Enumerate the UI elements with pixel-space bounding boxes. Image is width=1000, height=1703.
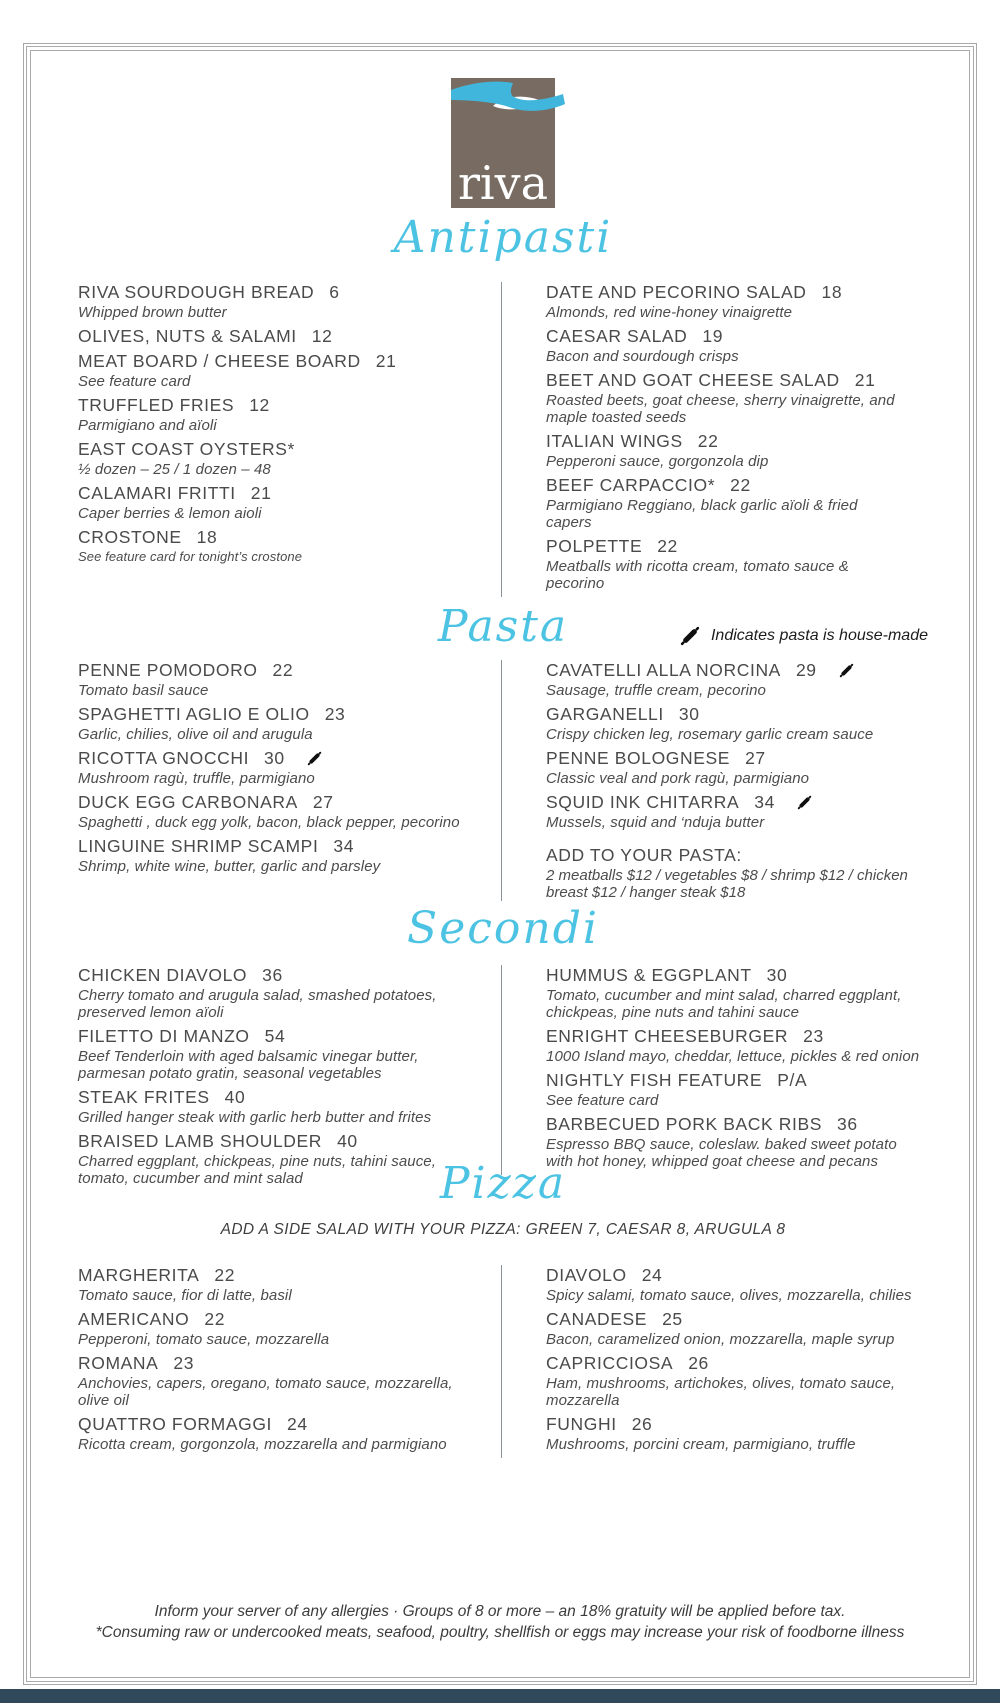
section-title-secondi: Secondi (407, 903, 599, 955)
item-price: 34 (754, 792, 775, 813)
item-name: FILETTO DI MANZO (78, 1025, 250, 1046)
item-price: 22 (657, 535, 678, 556)
item-price: 36 (262, 964, 283, 985)
item-price: 34 (333, 836, 355, 857)
item-name: DATE AND PECORINO SALAD (546, 281, 807, 302)
menu-item (78, 395, 491, 434)
section-title-pasta: Pasta (437, 600, 569, 652)
item-name: OLIVES, NUTS & SALAMI (78, 325, 297, 346)
item-price: 18 (821, 281, 843, 302)
item-price: 30 (678, 704, 700, 725)
footer-disclaimer-line: *Consuming raw or undercooked meats, seafood, poultry, shellfish or eggs may increase your risk of foodborne illness (95, 1624, 905, 1641)
item-description: Mushroom ragù, truffle, parmigiano (78, 770, 315, 788)
item-description: Spaghetti , duck egg yolk, bacon, black pepper, pecorino (78, 814, 460, 832)
item-description: Sausage, truffle cream, pecorino (546, 682, 766, 700)
item-description: Mushrooms, porcini cream, parmigiano, truffle (546, 1436, 856, 1454)
item-name: CAESAR SALAD (546, 325, 688, 346)
item-name: QUATTRO FORMAGGI (78, 1414, 272, 1435)
item-description: See feature card for tonight’s crostone (78, 548, 303, 564)
item-description: Caper berries & lemon aioli (78, 504, 262, 522)
item-price: 24 (641, 1265, 663, 1286)
section-title-antipasti: Antipasti (393, 212, 613, 263)
pizza-side-salad-note: ADD A SIDE SALAD WITH YOUR PIZZA: GREEN 7, CAESAR 8, ARUGULA 8 (220, 1221, 786, 1239)
item-description: Grilled hanger steak with garlic herb butter and frites (78, 1108, 432, 1126)
menu-item (78, 1265, 491, 1304)
pasta-addon-block (546, 845, 928, 901)
item-price: 29 (795, 660, 817, 681)
item-name: CHICKEN DIAVOLO (78, 964, 248, 985)
menu-item (78, 483, 491, 522)
menu-item (78, 660, 491, 699)
antipasti-right-column (501, 282, 928, 597)
item-price: 40 (224, 1086, 246, 1107)
item-price: 36 (837, 1113, 858, 1134)
item-description: Pepperoni, tomato sauce, mozzarella (78, 1331, 330, 1349)
item-price: 22 (214, 1265, 236, 1286)
menu-item (78, 1026, 491, 1082)
footer-allergy-line: Inform your server of any allergies · Groups of 8 or more – an 18% gratuity will be applied before tax. (154, 1603, 846, 1620)
pasta-right-column (501, 660, 928, 901)
item-price: 24 (287, 1414, 308, 1435)
item-description: Espresso BBQ sauce, coleslaw. baked sweet potato with hot honey, whipped goat cheese and pecans (546, 1135, 897, 1170)
item-name: ROMANA (78, 1353, 159, 1374)
item-price: 21 (854, 369, 876, 390)
item-description: Classic veal and pork ragù, parmigiano (546, 770, 810, 788)
item-description: 1000 Island mayo, cheddar, lettuce, pickles & red onion (546, 1047, 920, 1065)
pizza-right-column (501, 1265, 928, 1458)
menu-item (546, 431, 928, 470)
item-price: 26 (631, 1414, 653, 1435)
menu-item (78, 1353, 491, 1409)
menu-item (546, 704, 928, 743)
menu-item (78, 1087, 491, 1126)
item-description: See feature card (78, 372, 191, 390)
menu-item (78, 1309, 491, 1348)
menu-item (546, 965, 928, 1021)
menu-content (78, 50, 928, 1458)
item-name: HUMMUS & EGGPLANT (546, 964, 752, 985)
item-description: Tomato, cucumber and mint salad, charred eggplant, chickpeas, pine nuts and tahini sauce (546, 986, 902, 1021)
item-description: Ricotta cream, gorgonzola, mozzarella and parmigiano (78, 1436, 447, 1454)
item-name: POLPETTE (546, 535, 643, 556)
item-name: BARBECUED PORK BACK RIBS (546, 1113, 822, 1134)
item-description: Cherry tomato and arugula salad, smashed potatoes, preserved lemon aïoli (78, 986, 437, 1021)
menu-item (78, 439, 491, 478)
item-name: GARGANELLI (546, 704, 664, 725)
item-name: ITALIAN WINGS (546, 430, 683, 451)
menu-item (78, 527, 491, 564)
rolling-pin-icon (795, 793, 814, 812)
item-price: 19 (702, 325, 724, 346)
item-description: Anchovies, capers, oregano, tomato sauce, mozzarella, olive oil (78, 1375, 453, 1410)
menu-item (546, 1026, 928, 1065)
item-name: RIVA SOURDOUGH BREAD (78, 281, 315, 302)
item-name: MEAT BOARD / CHEESE BOARD (78, 350, 361, 371)
antipasti-columns (78, 282, 928, 597)
menu-item (546, 475, 928, 531)
pizza-columns (78, 1265, 928, 1458)
menu-item (78, 351, 491, 390)
item-price: 22 (697, 430, 719, 451)
item-price: 23 (173, 1353, 195, 1374)
rolling-pin-icon (837, 661, 856, 680)
menu-item (78, 282, 491, 321)
riva-logo (451, 78, 555, 208)
item-price: 54 (264, 1025, 286, 1046)
logo-box (451, 78, 555, 208)
item-description: Mussels, squid and ‘nduja butter (546, 814, 765, 832)
menu-item (78, 704, 491, 743)
item-description: Bacon, caramelized onion, mozzarella, maple syrup (546, 1331, 895, 1349)
menu-item (546, 1309, 928, 1348)
item-description: Spicy salami, tomato sauce, olives, mozzarella, chilies (546, 1287, 912, 1305)
item-name: DUCK EGG CARBONARA (78, 792, 298, 813)
item-name: SPAGHETTI AGLIO E OLIO (78, 704, 310, 725)
item-price: 12 (249, 394, 270, 415)
menu-item (546, 536, 928, 592)
item-description: Charred eggplant, chickpeas, pine nuts, tahini sauce, tomato, cucumber and mint salad (78, 1152, 437, 1187)
item-description: Pepperoni sauce, gorgonzola dip (546, 452, 769, 470)
item-price: 22 (730, 474, 751, 495)
item-description: Roasted beets, goat cheese, sherry vinaigrette, and maple toasted seeds (546, 391, 895, 426)
item-description: Bacon and sourdough crisps (546, 347, 739, 365)
item-name: STEAK FRITES (78, 1086, 210, 1107)
secondi-right-column (501, 965, 928, 1175)
menu-item (546, 1353, 928, 1409)
item-price: 21 (375, 350, 397, 371)
rolling-pin-icon (677, 623, 703, 649)
pizza-left-column (78, 1265, 501, 1458)
item-name: MARGHERITA (78, 1265, 200, 1286)
item-name: CAPRICCIOSA (546, 1353, 674, 1374)
menu-item (546, 282, 928, 321)
footer (0, 1601, 1000, 1643)
item-price: 21 (250, 482, 272, 503)
antipasti-left-column (78, 282, 501, 569)
section-title-pizza: Pizza (439, 1157, 567, 1209)
menu-item (78, 1414, 491, 1453)
menu-item (546, 370, 928, 426)
item-price: 40 (337, 1130, 358, 1151)
item-name: LINGUINE SHRIMP SCAMPI (78, 836, 319, 857)
wave-icon (451, 80, 571, 118)
item-price: 22 (272, 660, 294, 681)
item-price: 30 (264, 748, 285, 769)
item-name: CROSTONE (78, 526, 182, 547)
menu-item (546, 660, 928, 699)
item-price: 23 (324, 704, 346, 725)
item-price: 23 (803, 1025, 824, 1046)
pasta-left-column (78, 660, 501, 880)
item-description: Beef Tenderloin with aged balsamic vinegar butter, parmesan potato gratin, seasonal vegetables (78, 1047, 419, 1082)
menu-item (78, 836, 491, 875)
addon-title: ADD TO YOUR PASTA: (546, 845, 742, 866)
item-description: Garlic, chilies, olive oil and arugula (78, 726, 313, 744)
item-price: 30 (766, 964, 788, 985)
menu-item (546, 326, 928, 365)
secondi-left-column (78, 965, 501, 1192)
item-name: PENNE BOLOGNESE (546, 748, 731, 769)
item-name: CAVATELLI ALLA NORCINA (546, 660, 781, 681)
item-price: 25 (662, 1309, 683, 1330)
item-description: Almonds, red wine-honey vinaigrette (546, 303, 793, 321)
item-price: 22 (204, 1309, 226, 1330)
item-name: CANADESE (546, 1309, 648, 1330)
bottom-accent-bar (0, 1689, 1000, 1703)
item-name: PENNE POMODORO (78, 660, 258, 681)
item-price: P/A (777, 1069, 808, 1090)
item-description: Tomato sauce, fior di latte, basil (78, 1287, 292, 1305)
addon-description: 2 meatballs $12 / vegetables $8 / shrimp $12 / chicken breast $12 / hanger steak $18 (546, 867, 908, 902)
item-name: NIGHTLY FISH FEATURE (546, 1069, 763, 1090)
item-name: DIAVOLO (546, 1265, 627, 1286)
house-made-note-text: Indicates pasta is house-made (710, 626, 928, 644)
item-name: ENRIGHT CHEESEBURGER (546, 1025, 789, 1046)
item-price: 27 (745, 748, 766, 769)
rolling-pin-icon (305, 749, 324, 768)
item-name: TRUFFLED FRIES (78, 394, 235, 415)
item-description: Parmigiano Reggiano, black garlic aïoli & fried capers (546, 496, 858, 531)
item-name: RICOTTA GNOCCHI (78, 748, 250, 769)
item-name: BEEF CARPACCIO* (546, 474, 716, 495)
item-name: BRAISED LAMB SHOULDER (78, 1130, 323, 1151)
menu-item (78, 326, 491, 346)
logo-text: riva (457, 156, 549, 210)
menu-item (546, 1265, 928, 1304)
item-description: Ham, mushrooms, artichokes, olives, tomato sauce, mozzarella (546, 1375, 896, 1410)
item-name: AMERICANO (78, 1309, 190, 1330)
item-description: Crispy chicken leg, rosemary garlic cream sauce (546, 726, 874, 744)
item-description: ½ dozen – 25 / 1 dozen – 48 (78, 460, 271, 478)
item-price: 27 (312, 792, 334, 813)
item-price: 26 (688, 1353, 709, 1374)
item-name: BEET AND GOAT CHEESE SALAD (546, 369, 840, 390)
menu-item (546, 748, 928, 787)
item-price: 18 (196, 526, 218, 547)
menu-item (546, 1070, 928, 1109)
menu-item (78, 792, 491, 831)
house-made-note (657, 623, 928, 649)
item-description: Parmigiano and aïoli (78, 416, 217, 434)
pasta-columns (78, 660, 928, 901)
item-description: Shrimp, white wine, butter, garlic and parsley (78, 858, 381, 876)
item-description: Meatballs with ricotta cream, tomato sauce & pecorino (546, 557, 849, 592)
item-name: SQUID INK CHITARRA (546, 792, 740, 813)
item-description: Tomato basil sauce (78, 682, 209, 700)
item-description: See feature card (546, 1091, 659, 1109)
item-description: Whipped brown butter (78, 303, 227, 321)
menu-item (546, 792, 928, 831)
item-name: CALAMARI FRITTI (78, 482, 236, 503)
item-name: FUNGHI (546, 1414, 617, 1435)
pasta-header (78, 600, 928, 652)
menu-item (78, 748, 491, 787)
item-price: 12 (311, 325, 333, 346)
menu-item (546, 1414, 928, 1453)
item-name: EAST COAST OYSTERS* (78, 438, 295, 459)
menu-item (78, 965, 491, 1021)
item-price: 6 (329, 281, 340, 302)
